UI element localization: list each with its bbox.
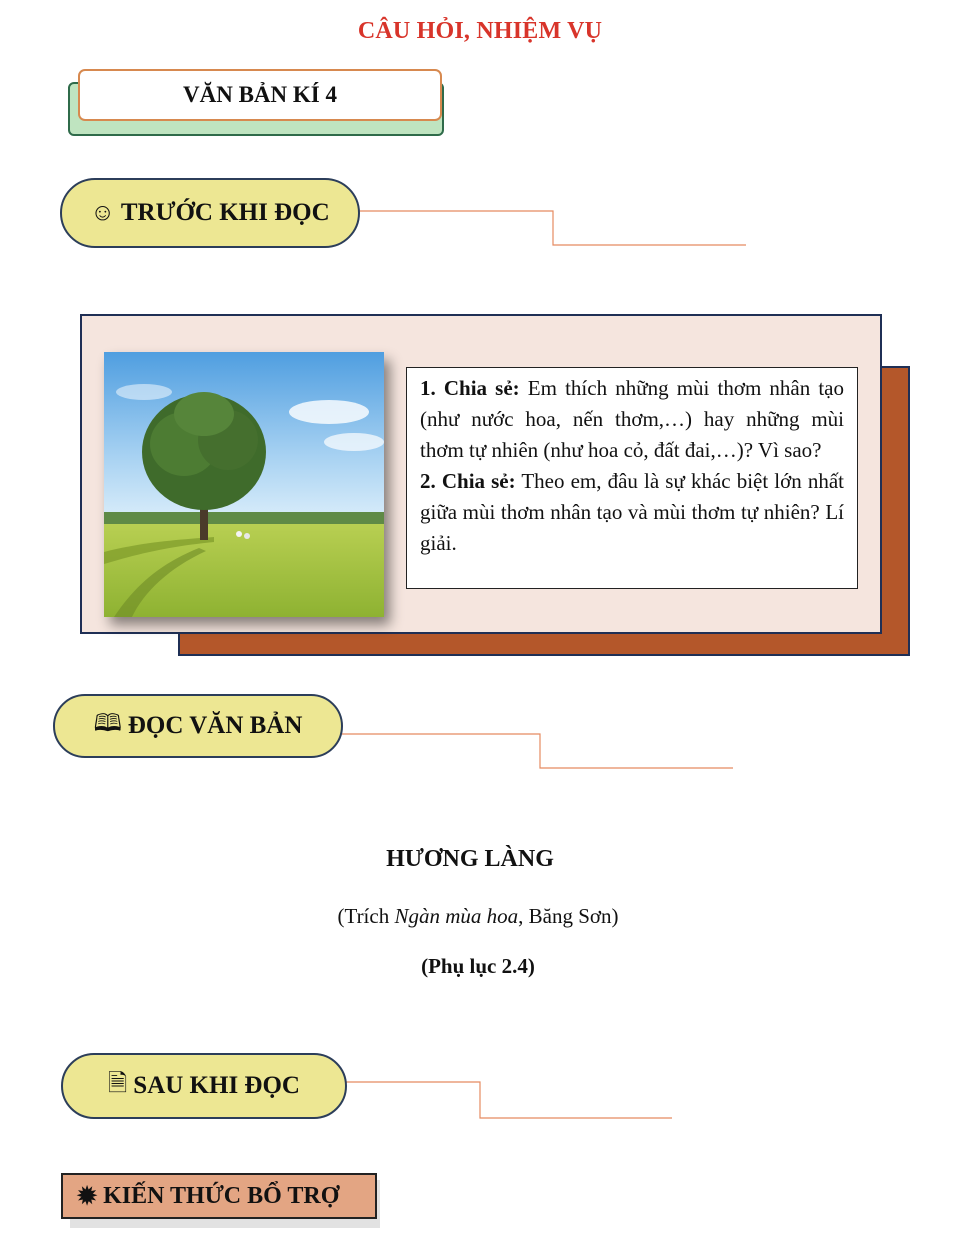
smiley-icon: ☺ [90,199,115,226]
section-label: SAU KHI ĐỌC [133,1072,300,1099]
section-knowledge [61,1173,377,1219]
question-text: Em thích những mùi thơm nhân tạo (như nước hoa, nến thơm,…) hay những mùi thơm tự nhiên (như hoa cỏ, đất đai,…)? Vì sao? [420,376,844,462]
question-box [406,367,858,589]
question-text: Theo em, đâu là sự khác biệt lớn nhất giữa mùi thơm nhân tạo và mùi thơm tự nhiên? Lí giải. [420,469,844,555]
question-1 [420,373,844,466]
source-work: Ngàn mùa hoa [394,904,519,928]
page-title: CÂU HỎI, NHIỆM VỤ [357,18,603,44]
connector-before-reading [358,211,746,245]
question-2 [420,466,844,559]
section-before-reading [60,178,360,248]
rice-field-tree-image [104,352,384,617]
connector-reading [342,734,733,768]
connector-after-reading [344,1082,672,1118]
question-number: 2. Chia sẻ: [420,469,516,493]
document-label: VĂN BẢN KÍ 4 [78,69,442,121]
reading-title: HƯƠNG LÀNG [386,846,554,872]
starburst-icon: ✹ [77,1183,98,1210]
reading-appendix: (Phụ lục 2.4) [421,954,535,978]
question-number: 1. Chia sẻ: [420,376,520,400]
section-label: TRƯỚC KHI ĐỌC [120,199,330,226]
section-label: ĐỌC VĂN BẢN [127,712,303,739]
section-reading [53,694,343,758]
section-label: KIẾN THỨC BỔ TRỢ [103,1182,340,1209]
reading-source: (Trích Ngàn mùa hoa, Băng Sơn) [337,904,619,928]
document-icon: 🗎 [108,1070,128,1097]
section-after-reading [61,1053,347,1119]
open-book-icon: 🕮 [93,710,122,737]
